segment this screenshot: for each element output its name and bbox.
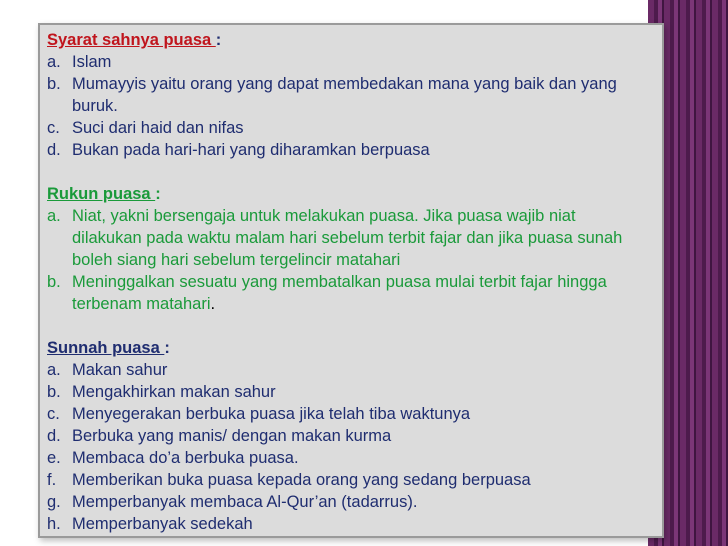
list-item-text: Membaca do’a berbuka puasa. <box>72 449 299 467</box>
list-marker: b. <box>47 75 61 93</box>
list-marker: g. <box>47 493 61 511</box>
list-item <box>47 469 647 491</box>
list-item <box>47 139 647 161</box>
list-item-text: Berbuka yang manis/ dengan makan kurma <box>72 427 392 445</box>
list-item-text: Memperbanyak sedekah <box>72 515 253 533</box>
section-sunnah-title <box>47 337 647 359</box>
list-marker: h. <box>47 515 61 533</box>
syarat-list <box>47 51 647 161</box>
list-item-end-period: . <box>210 295 216 313</box>
list-item-text: Mengakhirkan makan sahur <box>72 383 276 401</box>
list-marker: d. <box>47 427 61 445</box>
slide-content <box>47 29 647 535</box>
list-item <box>47 271 647 315</box>
sunnah-heading: Sunnah puasa <box>47 339 165 357</box>
list-marker: a. <box>47 53 61 71</box>
list-marker: c. <box>47 119 60 137</box>
list-item-text: Menyegerakan berbuka puasa jika telah tiba waktunya <box>72 405 471 423</box>
list-marker: a. <box>47 207 61 225</box>
list-item <box>47 447 647 469</box>
list-item-text: Makan sahur <box>72 361 168 379</box>
list-marker: a. <box>47 361 61 379</box>
list-item-text: Niat, yakni bersengaja untuk melakukan puasa. Jika puasa wajib niat dilakukan pada waktu malam hari sebelum terbit fajar dan jika puasa sunah boleh siang hari sebelum tergelincir matahari <box>72 207 623 269</box>
list-marker: d. <box>47 141 61 159</box>
list-item <box>47 359 647 381</box>
list-item <box>47 73 647 117</box>
list-item <box>47 513 647 535</box>
section-spacer <box>47 315 647 337</box>
list-item-text: Islam <box>72 53 112 71</box>
list-marker: b. <box>47 383 61 401</box>
syarat-colon: : <box>215 31 222 49</box>
section-rukun <box>47 183 647 315</box>
section-syarat-title <box>47 29 647 51</box>
list-item <box>47 51 647 73</box>
list-item-text: Mumayyis yaitu orang yang dapat membedakan mana yang baik dan yang buruk. <box>72 75 617 115</box>
rukun-heading: Rukun puasa <box>47 185 156 203</box>
list-item-text: Memberikan buka puasa kepada orang yang sedang berpuasa <box>72 471 531 489</box>
list-item-text: Memperbanyak membaca Al-Qur’an (tadarrus). <box>72 493 418 511</box>
list-item-text: Suci dari haid dan nifas <box>72 119 244 137</box>
section-spacer <box>47 161 647 183</box>
sunnah-list <box>47 359 647 535</box>
list-marker: c. <box>47 405 60 423</box>
syarat-heading: Syarat sahnya puasa <box>47 31 216 49</box>
section-syarat <box>47 29 647 161</box>
list-marker: f. <box>47 471 57 489</box>
list-marker: b. <box>47 273 61 291</box>
rukun-colon: : <box>155 185 161 203</box>
rukun-list <box>47 205 647 315</box>
list-item-text: Bukan pada hari-hari yang diharamkan berpuasa <box>72 141 430 159</box>
list-item-text: Meninggalkan sesuatu yang membatalkan puasa mulai terbit fajar hingga terbenam matahari <box>72 273 607 313</box>
list-marker: e. <box>47 449 61 467</box>
sunnah-colon: : <box>164 339 170 357</box>
list-item <box>47 403 647 425</box>
list-item <box>47 425 647 447</box>
list-item <box>47 491 647 513</box>
list-item <box>47 381 647 403</box>
section-rukun-title <box>47 183 647 205</box>
list-item <box>47 117 647 139</box>
section-sunnah <box>47 337 647 535</box>
list-item <box>47 205 647 271</box>
